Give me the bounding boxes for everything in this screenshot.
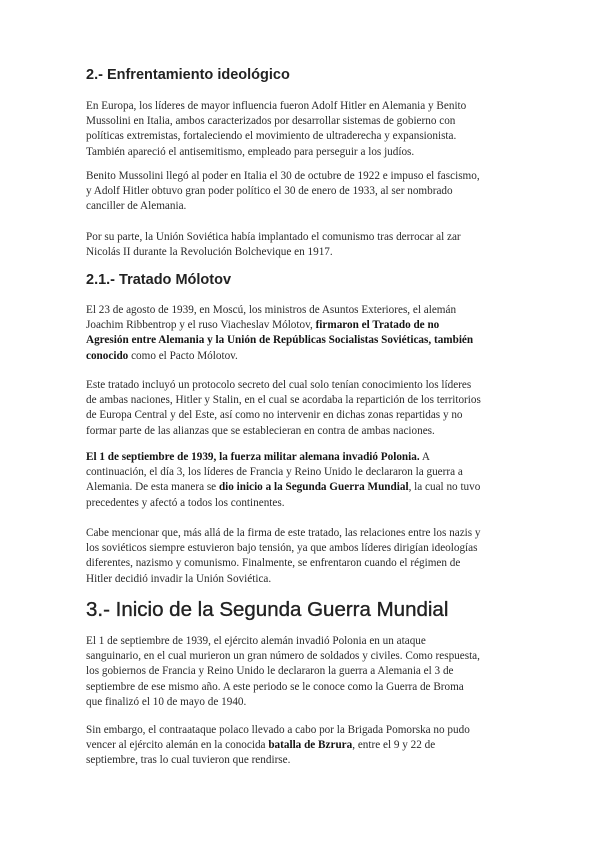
paragraph-battle-bzura: Sin embargo, el contraataque polaco llevado a cabo por la Brigada Pomorska no pudo vencer al ejército alemán en la conocida batalla de Bzrura, entre el 9 y 22 de septiembre, tras lo cual tuvieron que rendirse. <box>86 724 470 767</box>
heading-molotov-treaty: 2.1.- Tratado Mólotov <box>86 272 232 288</box>
paragraph-treaty-signing: El 23 de agosto de 1939, en Moscú, los ministros de Asuntos Exteriores, el alemán Joachim Ribbentrop y el ruso Viacheslav Mólotov, firmaron el Tratado de no Agresión entre Alemania y la Unión de Repúblicas Socialistas Soviéticas, también conocido como el Pacto Mólotov. <box>86 304 474 362</box>
paragraph-mussolini-hitler: Benito Mussolini llegó al poder en Italia el 30 de octubre de 1922 e impuso el fascismo, y Adolf Hitler obtuvo gran poder político el 30 de enero de 1933, al ser nombrado canciller de Alemania. <box>86 170 480 213</box>
paragraph-europe-leaders: En Europa, los líderes de mayor influencia fueron Adolf Hitler en Alemania y Benito Mussolini en Italia, ambos caracterizados por desarrollar sistemas de gobierno con políticas extremistas, fortaleciendo el movimiento de ultraderecha y expansionista. También apareció el antisemitismo, empleado para perseguir a los judíos. <box>86 100 467 158</box>
paragraph-soviet-union: Por su parte, la Unión Soviética había implantado el comunismo tras derrocar al zar Nicolás II durante la Revolución Bolchevique en 1917. <box>86 231 461 259</box>
heading-start-ww2: 3.- Inicio de la Segunda Guerra Mundial <box>86 598 449 621</box>
paragraph-secret-protocol: Este tratado incluyó un protocolo secreto del cual solo tenían conocimiento los líderes de ambas naciones, Hitler y Stalin, en el cual se acordaba la repartición de los territorios de Europa Central y del Este, así como no intervenir en dichas zonas repartidas y no formar parte de las alianzas que se establecieran en contra de ambas naciones. <box>86 379 481 437</box>
paragraph-phony-war: El 1 de septiembre de 1939, el ejército alemán invadió Polonia en un ataque sanguinario, en el cual murieron un gran número de soldados y civiles. Como respuesta, los gobiernos de Francia y Reino Unido le declararon la guerra a Alemania el 3 de septiembre de ese mismo año. A este periodo se le conoce como la Guerra de Broma que finalizó el 10 de mayo de 1940. <box>86 635 480 708</box>
paragraph-nazi-soviet-tension: Cabe mencionar que, más allá de la firma de este tratado, las relaciones entre los nazis y los soviéticos siempre estuvieron bajo tensión, ya que ambos líderes dirigían ideologías diferentes, nazismo y comunismo. Finalmente, se enfrentaron cuando el régimen de Hitler decidió invadir la Unión Soviética. <box>86 527 481 585</box>
paragraph-invasion-poland: El 1 de septiembre de 1939, la fuerza militar alemana invadió Polonia. A continuación, el día 3, los líderes de Francia y Reino Unido le declararon la guerra a Alemania. De esta manera se dio inicio a la Segunda Guerra Mundial, la cual no tuvo precedentes y afectó a todos los continentes. <box>86 451 481 509</box>
heading-ideological-confrontation: 2.- Enfrentamiento ideológico <box>86 67 290 83</box>
